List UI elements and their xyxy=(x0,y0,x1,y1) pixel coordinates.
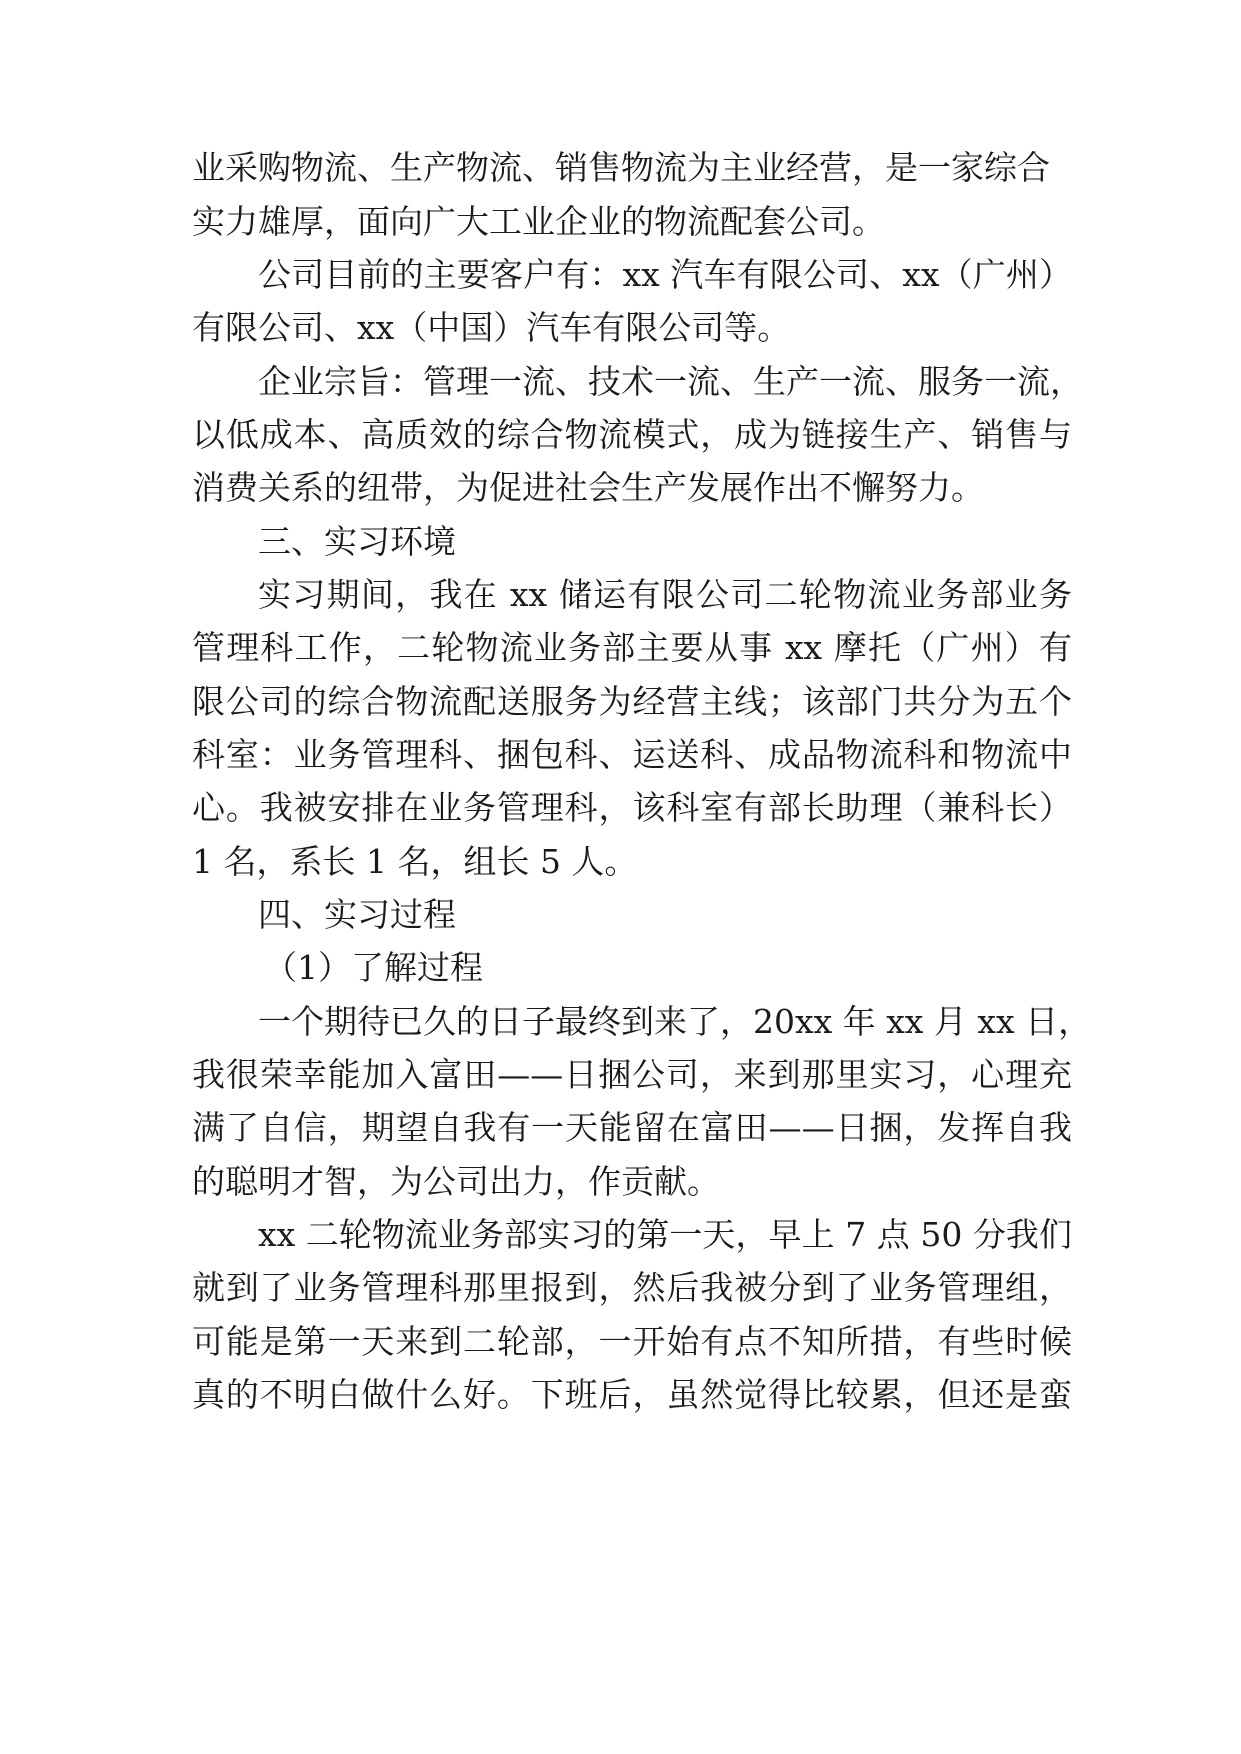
text-line: 消费关系的纽带，为促进社会生产发展作出不懈努力。 xyxy=(192,468,984,507)
text-line: 的聪明才智，为公司出力，作贡献。 xyxy=(192,1162,720,1201)
text-line: 心。我被安排在业务管理科，该科室有部长助理（兼科长） xyxy=(192,788,1072,827)
text-line: 1 名，系长 1 名，组长 5 人。 xyxy=(192,842,638,881)
subsection-heading: （1）了解过程 xyxy=(264,948,483,987)
text-line: 真的不明白做什么好。下班后，虽然觉得比较累，但还是蛮 xyxy=(192,1375,1072,1414)
text-line: 一个期待已久的日子最终到来了，20xx 年 xx 月 xx 日， xyxy=(258,1002,1092,1041)
text-line: 我很荣幸能加入富田——日捆公司，来到那里实习，心理充 xyxy=(192,1055,1072,1094)
text-line: 实习期间，我在 xx 储运有限公司二轮物流业务部业务 xyxy=(258,575,1072,614)
text-line: 管理科工作，二轮物流业务部主要从事 xx 摩托（广州）有 xyxy=(192,628,1072,667)
text-line: 科室：业务管理科、捆包科、运送科、成品物流科和物流中 xyxy=(192,735,1072,774)
text-line: 以低成本、高质效的综合物流模式，成为链接生产、销售与 xyxy=(192,415,1072,454)
text-line: 企业宗旨：管理一流、技术一流、生产一流、服务一流， xyxy=(258,362,1083,401)
section-heading: 四、实习过程 xyxy=(258,895,456,934)
text-line: 限公司的综合物流配送服务为经营主线；该部门共分为五个 xyxy=(192,682,1072,721)
text-line: 公司目前的主要客户有：xx 汽车有限公司、xx（广州） xyxy=(258,255,1072,294)
section-heading: 三、实习环境 xyxy=(258,522,456,561)
text-line: 业采购物流、生产物流、销售物流为主业经营，是一家综合 xyxy=(192,148,1050,187)
text-line: 可能是第一天来到二轮部，一开始有点不知所措，有些时候 xyxy=(192,1322,1072,1361)
text-line: 实力雄厚，面向广大工业企业的物流配套公司。 xyxy=(192,202,885,241)
text-line: xx 二轮物流业务部实习的第一天，早上 7 点 50 分我们 xyxy=(258,1215,1072,1254)
text-line: 满了自信，期望自我有一天能留在富田——日捆，发挥自我 xyxy=(192,1108,1072,1147)
text-line: 就到了业务管理科那里报到，然后我被分到了业务管理组， xyxy=(192,1268,1072,1307)
text-line: 有限公司、xx（中国）汽车有限公司等。 xyxy=(192,308,791,347)
